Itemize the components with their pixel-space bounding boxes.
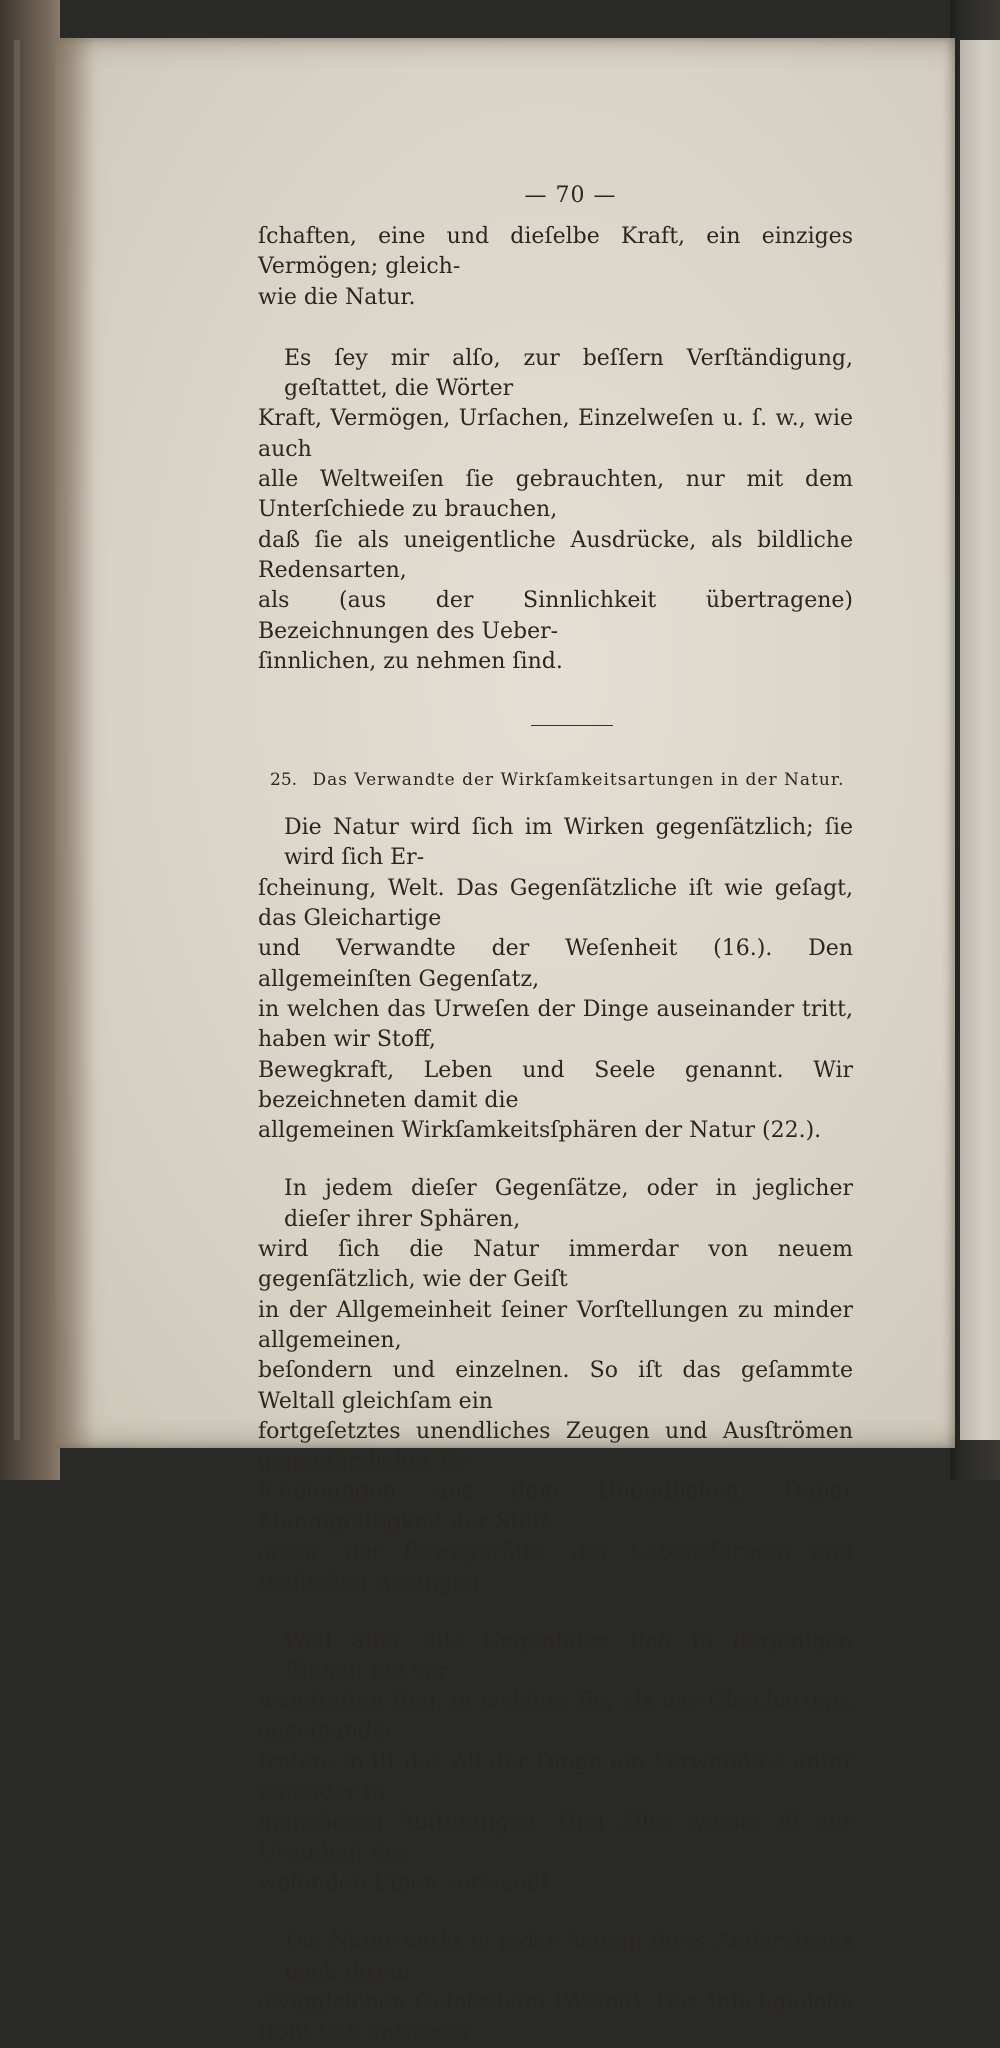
text-line: In jedem dieſer Gegenſätze, oder in jeglicher dieſer ihrer Sphären, [284, 1176, 853, 1232]
text-line: ſcheinung, Welt. Das Gegenſätzliche iſt wie geſagt, das Gleichartige [258, 875, 853, 932]
text-line: wandteſten ſind, in welcher ſie, als das Gleichartige, auseinander [258, 1689, 853, 1745]
text-line: mancherlei Abſtufungen. Und Alles wieder iſt zur Ureinheit des [258, 1810, 853, 1866]
next-page-edge [960, 40, 1000, 1440]
paragraph-2 [258, 344, 853, 677]
book-page [55, 38, 955, 2046]
text-line: in welchen das Urweſen der Dinge auseinander tritt, haben wir Stoff, [258, 996, 853, 1053]
text-line: traten: ſo iſt das All der Dinge ein Verwandtes unter einander in [258, 1749, 853, 1806]
text-line: Weil aber alle Gegenſätze ſich in derjenigen Einheit die ver- [284, 1628, 853, 1684]
text-line: allgemeinen Wirkſamkeitsſphären der Natur (22.). [258, 1118, 822, 1144]
text-line: in der Allgemeinheit ſeiner Vorſtellungen zu minder allgemeinen, [258, 1297, 853, 1353]
text-line: ſcheinungen aus dem Unendlichen. Daher Mannigfaltigkeit der Stoff- [258, 1479, 853, 1535]
section-heading [258, 768, 853, 792]
text-line: daß ſie als uneigentliche Ausdrücke, als bildliche Redensarten, [258, 527, 853, 583]
text-line: Bewegkraft, Leben und Seele genannt. Wir bezeichneten damit die [258, 1057, 853, 1113]
section-divider-rule [531, 725, 613, 726]
text-line: als (aus der Sinnlichkeit übertragene) Bezeichnungen des Ueber- [258, 588, 853, 644]
page-text-block [258, 183, 853, 2048]
text-line: weſenden Einen verwandt. [258, 1870, 557, 1896]
text-line: wie die Natur. [258, 284, 416, 310]
paragraph-5 [258, 1627, 853, 1900]
text-line: Die Natur wirkt in jeder Artung ihres Andersſeyns nach ihrem [284, 1929, 853, 1985]
section-number: 25. [270, 770, 298, 791]
text-line: alle Weltweiſen ſie gebrauchten, nur mit dem Unterſchiede zu brauchen, [258, 467, 853, 523]
text-line: fortgeſetztes unendliches Zeugen und Ausſtrömen gegenſätzlicher Er- [258, 1418, 853, 1475]
book-binding-left [0, 0, 60, 1480]
text-line: arten, der Bewegkräfte, der Lebensformen und ſeeliſchen Artungen. [258, 1539, 853, 1596]
text-line: Kraft, Vermögen, Urſachen, Einzelweſen u. ſ. w., wie auch [258, 406, 853, 462]
page-gutter-shadow [55, 38, 95, 1448]
paragraph-6 [258, 1927, 853, 2048]
text-line: ewiggleichen Geſetzthum (Weſen). Das Inſichgleiche ſtößt ſich entweder [258, 1989, 853, 2046]
paragraph-1 [258, 222, 853, 313]
text-line: Die Natur wird ſich im Wirken gegenſätzlich; ſie wird ſich Er- [284, 815, 853, 871]
text-line: ſinnlichen, zu nehmen ſind. [258, 648, 563, 674]
text-line: ſchaften, eine und dieſelbe Kraft, ein einziges Vermögen; gleich- [258, 224, 853, 280]
section-title: Das Verwandte der Wirkſamkeitsartungen in der Natur. [312, 770, 845, 791]
text-line: Es ſey mir alſo, zur beſſern Verſtändigung, geſtattet, die Wörter [284, 345, 853, 402]
page-number: — 70 — [524, 183, 617, 208]
text-line: und Verwandte der Weſenheit (16.). Den allgemeinſten Gegenſatz, [258, 936, 853, 992]
text-line: wird ſich die Natur immerdar von neuem gegenſätzlich, wie der Geiſt [258, 1237, 853, 1293]
paragraph-4 [258, 1174, 853, 1598]
text-line: beſondern und einzelnen. So iſt das geſammte Weltall gleichſam ein [258, 1358, 853, 1414]
paragraph-3 [258, 813, 853, 1146]
